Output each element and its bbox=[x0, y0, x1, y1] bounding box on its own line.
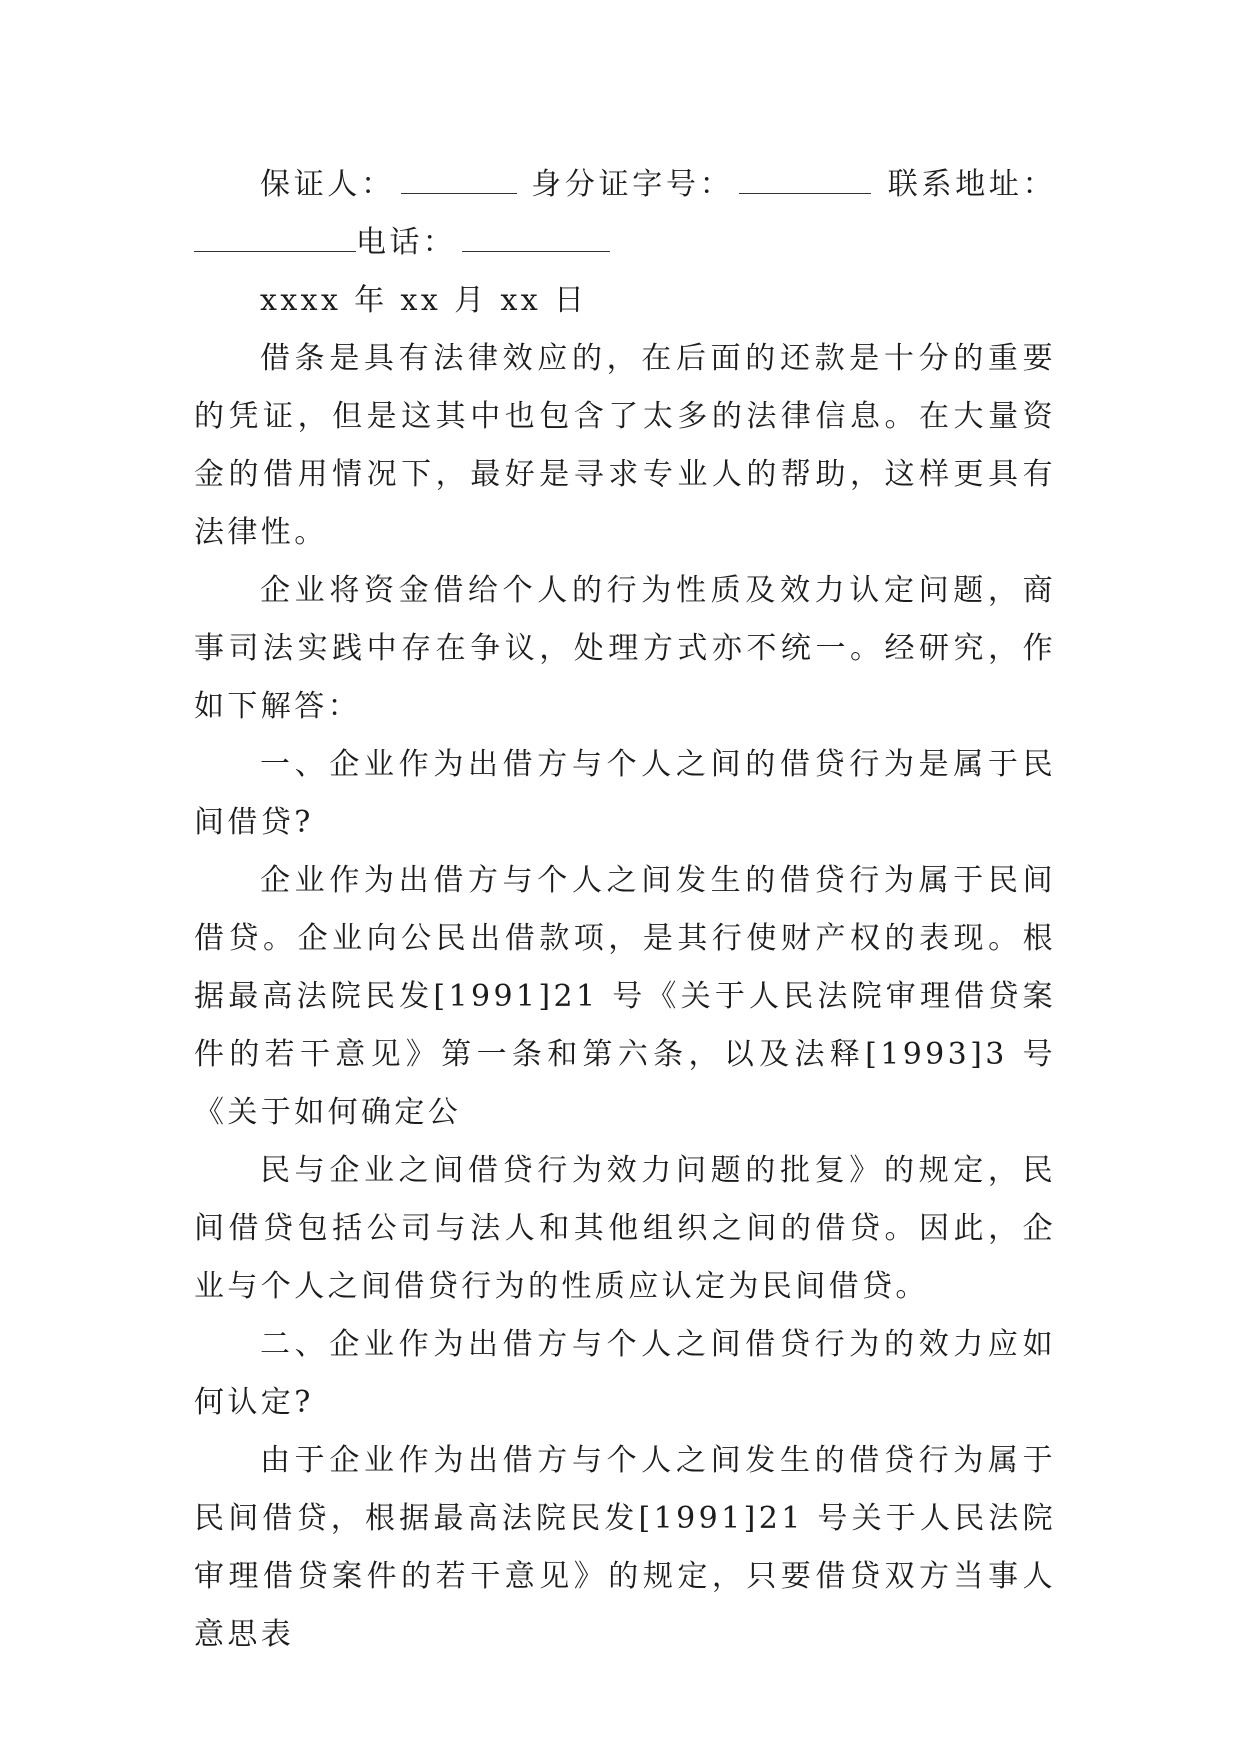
phone-blank bbox=[462, 225, 610, 252]
section-heading: 二、企业作为出借方与个人之间借贷行为的效力应如何认定? bbox=[194, 1327, 1056, 1420]
id-number-label: 身分证字号： bbox=[530, 167, 734, 202]
id-number-blank bbox=[739, 167, 871, 194]
paragraph: 企业作为出借方与个人之间发生的借贷行为属于民间借贷。企业向公民出借款项，是其行使财产权的表现。根据最高法院民发[1991]21 号《关于人民法院审理借贷案件的若干意见》第一条和第六条，以及法释[1993]3 号《关于如何确定公 bbox=[194, 863, 1056, 1130]
address-blank bbox=[194, 225, 356, 252]
date-line: xxxx 年 xx 月 xx 日 bbox=[260, 283, 588, 318]
guarantor-blank bbox=[401, 167, 517, 194]
paragraph: 民与企业之间借贷行为效力问题的批复》的规定，民间借贷包括公司与法人和其他组织之间的借贷。因此，企业与个人之间借贷行为的性质应认定为民间借贷。 bbox=[194, 1153, 1056, 1304]
section-heading: 一、企业作为出借方与个人之间的借贷行为是属于民间借贷? bbox=[194, 747, 1056, 840]
paragraph: 借条是具有法律效应的，在后面的还款是十分的重要的凭证，但是这其中也包含了太多的法律信息。在大量资金的借用情况下，最好是寻求专业人的帮助，这样更具有法律性。 bbox=[194, 341, 1056, 550]
document-body bbox=[194, 156, 1056, 1664]
paragraph: 企业将资金借给个人的行为性质及效力认定问题，商事司法实践中存在争议，处理方式亦不统一。经研究，作如下解答： bbox=[194, 573, 1056, 724]
address-label: 联系地址： bbox=[887, 167, 1057, 202]
guarantor-label: 保证人： bbox=[260, 167, 395, 202]
guarantor-line bbox=[194, 156, 1056, 272]
phone-label: 电话： bbox=[356, 225, 457, 260]
paragraph: 由于企业作为出借方与个人之间发生的借贷行为属于民间借贷，根据最高法院民发[1991]21 号关于人民法院审理借贷案件的若干意见》的规定，只要借贷双方当事人意思表 bbox=[194, 1443, 1056, 1652]
